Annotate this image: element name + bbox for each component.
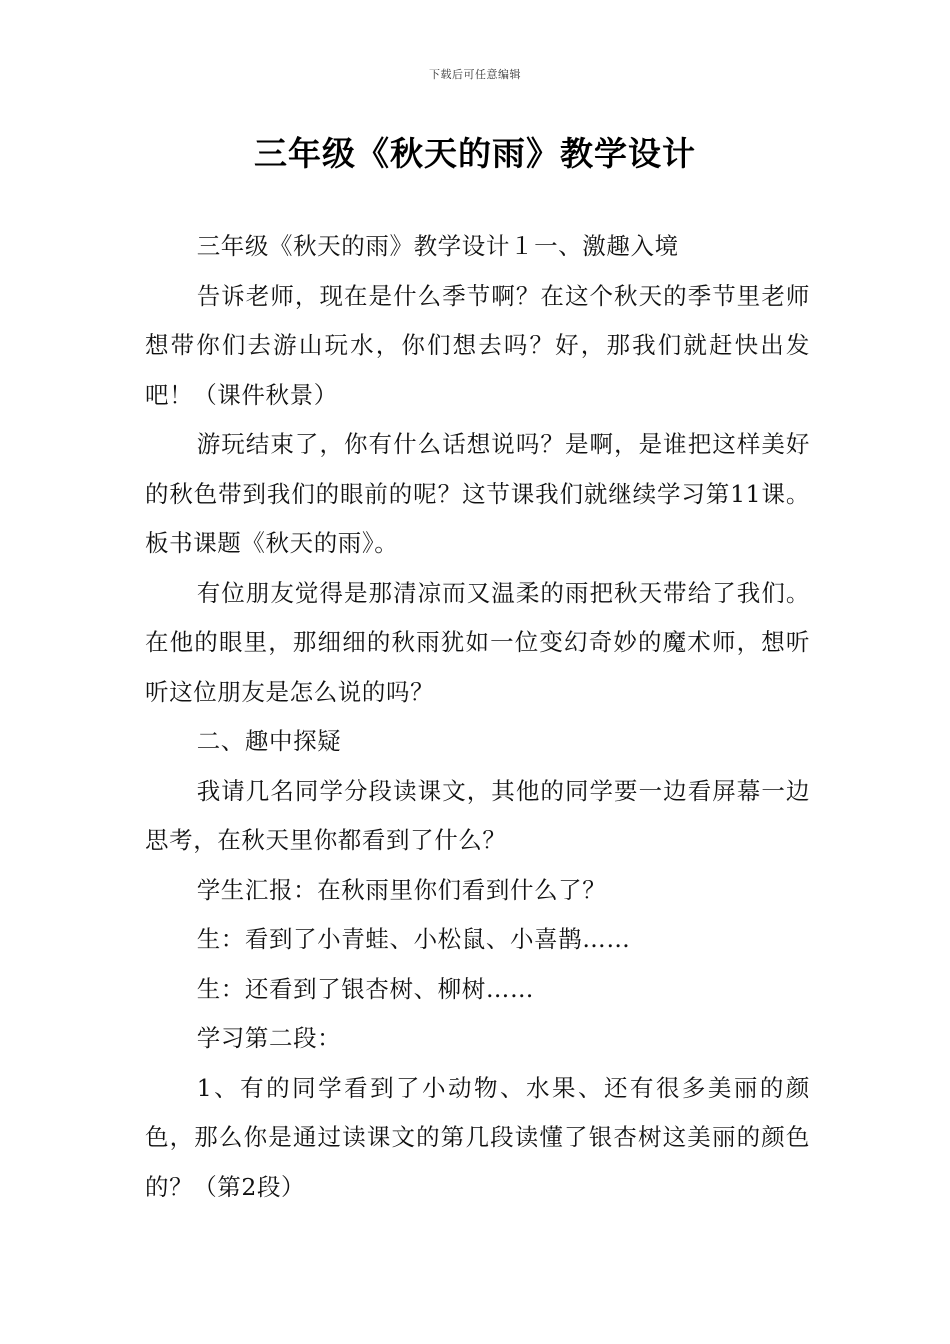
paragraph: 学生汇报：在秋雨里你们看到什么了？	[196, 875, 607, 904]
paragraph: 我请几名同学分段读课文，其他的同学要一边看屏幕一边思考，在秋天里你都看到了什么？	[145, 776, 810, 854]
document-body	[145, 222, 810, 1212]
paragraph: 告诉老师，现在是什么季节啊？在这个秋天的季节里老师想带你们去游山玩水，你们想去吗？好，那我们就赶快出发吧！（课件秋景）	[145, 281, 810, 409]
header-note: 下载后可任意编辑	[429, 68, 521, 81]
paragraph: 有位朋友觉得是那清凉而又温柔的雨把秋天带给了我们。在他的眼里，那细细的秋雨犹如一位变幻奇妙的魔术师，想听听这位朋友是怎么说的吗？	[145, 578, 810, 706]
paragraph: 学习第二段：	[196, 1024, 342, 1052]
paragraph: 生：看到了小青蛙、小松鼠、小喜鹊……	[196, 925, 631, 953]
paragraph: 游玩结束了，你有什么话想说吗？是啊，是谁把这样美好的秋色带到我们的眼前的呢？这节课我们就继续学习第11课。板书课题《秋天的雨》。	[145, 430, 810, 557]
paragraph: 1、有的同学看到了小动物、水果、还有很多美丽的颜色，那么你是通过读课文的第几段读懂了银杏树这美丽的颜色的？（第2段）	[145, 1073, 810, 1201]
document-title: 三年级《秋天的雨》教学设计	[254, 134, 696, 173]
section-heading: 二、趣中探疑	[196, 727, 342, 755]
paragraph: 生：还看到了银杏树、柳树……	[196, 974, 535, 1003]
paragraph: 三年级《秋天的雨》教学设计１一、激趣入境	[196, 232, 679, 260]
